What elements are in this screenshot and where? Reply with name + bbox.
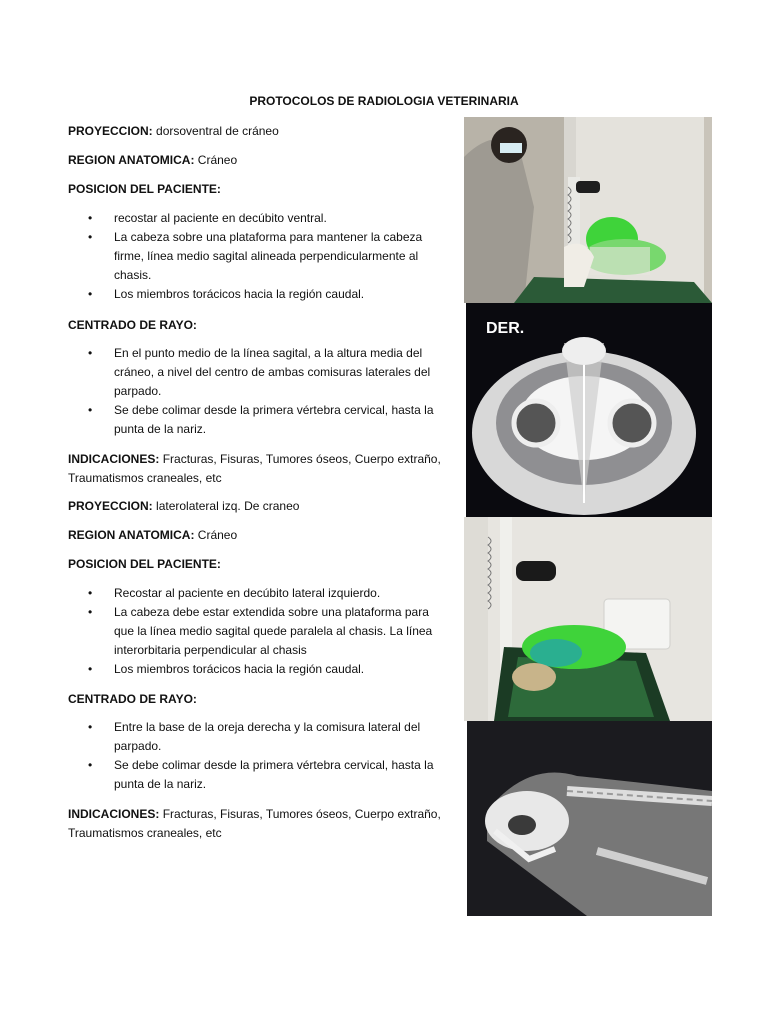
proyeccion-2: PROYECCION: laterolateral izq. De craneo [68, 499, 300, 513]
document-title: PROTOCOLOS DE RADIOLOGIA VETERINARIA [249, 94, 519, 108]
indicaciones-2: INDICACIONES: Fracturas, Fisuras, Tumores óseos, Cuerpo extraño, Traumatismos craneales, etc [68, 807, 441, 840]
centrado-list-1 [68, 344, 452, 439]
list-item: • Los miembros torácicos hacia la región caudal. [68, 285, 452, 304]
list-item: • Entre la base de la oreja derecha y la comisura lateral del parpado. [68, 718, 452, 756]
list-item: • recostar al paciente en decúbito ventral. [68, 209, 452, 228]
list-item: • Se debe colimar desde la primera vértebra cervical, hasta la punta de la nariz. [68, 756, 452, 794]
list-item: • La cabeza debe estar extendida sobre una plataforma para que la línea medio sagital quede paralela al chasis. La línea interorbitaria perpendicular al chasis [68, 603, 452, 660]
centrado-list-2 [68, 718, 452, 794]
photo-dorsoventral-positioning [464, 117, 712, 303]
region-2: REGION ANATOMICA: Cráneo [68, 528, 238, 542]
posicion-list-2 [68, 584, 452, 679]
list-item: • Se debe colimar desde la primera vértebra cervical, hasta la punta de la nariz. [68, 401, 452, 439]
list-item: • Los miembros torácicos hacia la región caudal. [68, 660, 452, 679]
proyeccion-1: PROYECCION: dorsoventral de cráneo [68, 124, 279, 138]
indicaciones-1: INDICACIONES: Fracturas, Fisuras, Tumores óseos, Cuerpo extraño, Traumatismos craneales, etc [68, 452, 441, 485]
list-item: • Recostar al paciente en decúbito lateral izquierdo. [68, 584, 452, 603]
xray-side-marker: DER. [486, 320, 525, 337]
posicion-heading-2: POSICION DEL PACIENTE: [68, 557, 221, 571]
region-1: REGION ANATOMICA: Cráneo [68, 153, 238, 167]
photo-laterolateral-positioning [464, 517, 712, 721]
centrado-heading-1: CENTRADO DE RAYO: [68, 318, 197, 332]
list-item: • En el punto medio de la línea sagital, a la altura media del cráneo, a nivel del centro de ambas comisuras laterales del parpado. [68, 344, 452, 401]
list-item: • La cabeza sobre una plataforma para mantener la cabeza firme, línea medio sagital alineada perpendicularmente al chasis. [68, 228, 452, 285]
xray-dorsoventral [466, 303, 712, 517]
centrado-heading-2: CENTRADO DE RAYO: [68, 692, 197, 706]
posicion-list-1 [68, 209, 452, 304]
xray-laterolateral [467, 721, 712, 916]
posicion-heading-1: POSICION DEL PACIENTE: [68, 182, 221, 196]
